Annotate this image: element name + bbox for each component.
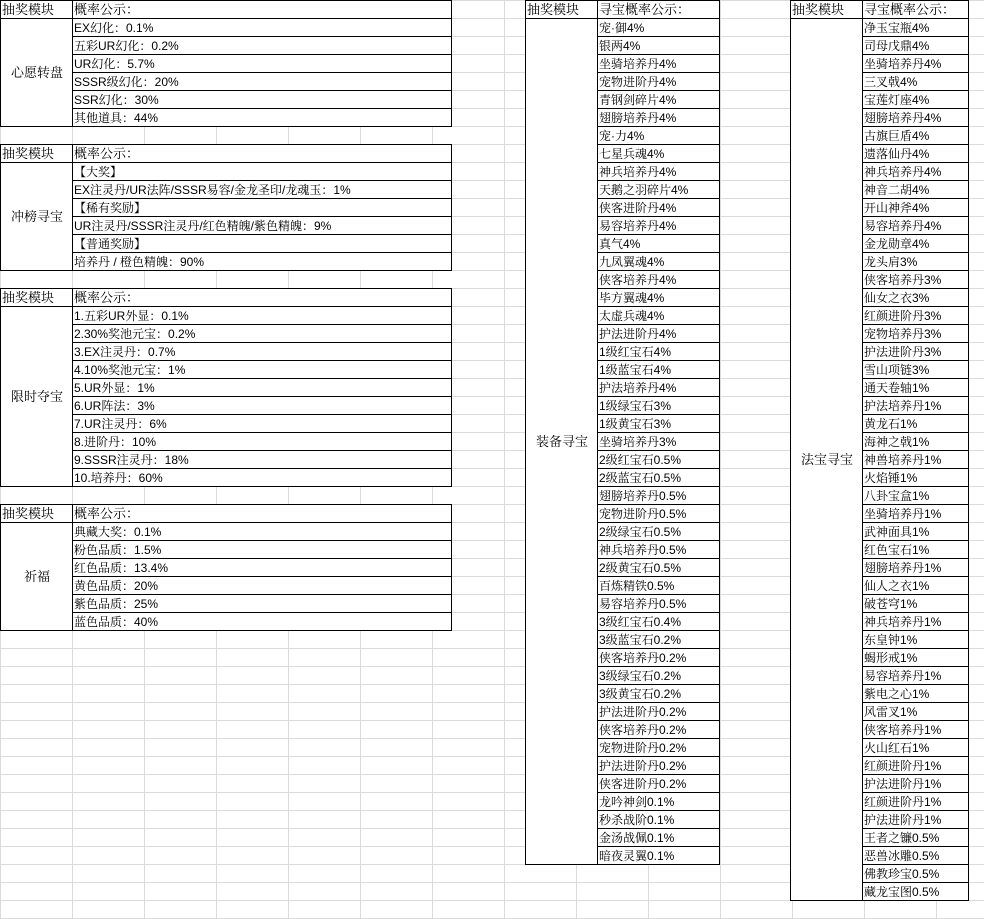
probability-cell: 4.10%奖池元宝：1% [73, 361, 452, 379]
probability-cell: 蓝色品质：40% [73, 613, 452, 631]
probability-header-cell: 寻宝概率公示： [598, 1, 720, 19]
probability-cell: SSR幻化：30% [73, 91, 452, 109]
probability-cell: UR注灵丹/SSSR注灵丹/红色精魄/紫色精魄：9% [73, 217, 452, 235]
probability-cell: 神音二胡4% [863, 181, 969, 199]
table-body [791, 1, 969, 901]
probability-cell: 九凤翼魂4% [598, 253, 720, 271]
probability-cell: 破苍穹1% [863, 595, 969, 613]
probability-cell: 五彩UR幻化：0.2% [73, 37, 452, 55]
probability-cell: 2.30%奖池元宝：0.2% [73, 325, 452, 343]
probability-cell: 5.UR外显：1% [73, 379, 452, 397]
probability-cell: EX幻化：0.1% [73, 19, 452, 37]
module-header-cell: 抽奖模块 [1, 289, 73, 307]
probability-cell: 神兵培养丹0.5% [598, 541, 720, 559]
probability-cell: 通天卷轴1% [863, 379, 969, 397]
limited-treasure-table [0, 288, 452, 487]
probability-cell: 紫电之心1% [863, 685, 969, 703]
probability-cell: 10.培养丹：60% [73, 469, 452, 487]
probability-cell: 易容培养丹1% [863, 667, 969, 685]
probability-cell: 红颜进阶丹1% [863, 757, 969, 775]
table-body [1, 505, 452, 631]
module-name-cell: 限时夺宝 [1, 307, 73, 487]
module-header-cell: 抽奖模块 [1, 505, 73, 523]
probability-cell: 侠客培养丹4% [598, 271, 720, 289]
probability-cell: 紫色品质：25% [73, 595, 452, 613]
probability-cell: 护法进阶丹4% [598, 325, 720, 343]
header-row [791, 1, 969, 19]
probability-cell: 神兽培养丹1% [863, 451, 969, 469]
probability-cell: 侠客进阶丹0.2% [598, 775, 720, 793]
probability-cell: 遗落仙丹4% [863, 145, 969, 163]
probability-cell: 红颜进阶丹3% [863, 307, 969, 325]
probability-cell: 神兵培养丹1% [863, 613, 969, 631]
probability-cell: 翅膀培养丹4% [863, 109, 969, 127]
probability-cell: 八卦宝盒1% [863, 487, 969, 505]
probability-cell: 红色宝石1% [863, 541, 969, 559]
probability-cell: 百炼精铁0.5% [598, 577, 720, 595]
probability-cell: 宝莲灯座4% [863, 91, 969, 109]
probability-cell: 红色品质：13.4% [73, 559, 452, 577]
fabao-treasure-table [790, 0, 969, 901]
probability-cell: 宠物进阶丹0.2% [598, 739, 720, 757]
probability-cell: 粉色品质：1.5% [73, 541, 452, 559]
probability-cell: 真气4% [598, 235, 720, 253]
probability-cell: 东皇钟1% [863, 631, 969, 649]
table-row [791, 19, 969, 37]
probability-cell: 3级蓝宝石0.2% [598, 631, 720, 649]
table-body [1, 1, 452, 127]
probability-cell: 8.进阶丹：10% [73, 433, 452, 451]
probability-cell: 易容培养丹0.5% [598, 595, 720, 613]
probability-cell: 佛教珍宝0.5% [863, 865, 969, 883]
ranking-treasure-table [0, 144, 452, 271]
probability-cell: 侠客培养丹0.2% [598, 649, 720, 667]
probability-cell: 司母戊鼎4% [863, 37, 969, 55]
probability-cell: 侠客培养丹1% [863, 721, 969, 739]
module-name-cell: 心愿转盘 [1, 19, 73, 127]
module-header-cell: 抽奖模块 [1, 145, 73, 163]
probability-cell: 宠物培养丹3% [863, 325, 969, 343]
probability-cell: 恶兽冰雕0.5% [863, 847, 969, 865]
probability-cell: 金龙勋章4% [863, 235, 969, 253]
table-row [526, 19, 720, 37]
header-row [1, 289, 452, 307]
table-body [1, 289, 452, 487]
probability-header-cell: 概率公示： [73, 1, 452, 19]
probability-cell: 2级黄宝石0.5% [598, 559, 720, 577]
probability-cell: 3级黄宝石0.2% [598, 685, 720, 703]
probability-cell: 易容培养丹4% [598, 217, 720, 235]
probability-cell: 藏龙宝图0.5% [863, 883, 969, 901]
table-body [526, 1, 720, 865]
probability-cell: SSSR级幻化：20% [73, 73, 452, 91]
probability-cell: 天鹅之羽碎片4% [598, 181, 720, 199]
probability-cell: 1级绿宝石3% [598, 397, 720, 415]
probability-cell: 2级红宝石0.5% [598, 451, 720, 469]
probability-cell: 7.UR注灵丹：6% [73, 415, 452, 433]
module-name-cell: 装备寻宝 [526, 19, 598, 865]
table-body [1, 145, 452, 271]
probability-cell: 秒杀战阶0.1% [598, 811, 720, 829]
probability-cell: 仙女之衣3% [863, 289, 969, 307]
module-name-cell: 法宝寻宝 [791, 19, 863, 901]
probability-cell: 七星兵魂4% [598, 145, 720, 163]
probability-cell: 神兵培养丹4% [863, 163, 969, 181]
module-header-cell: 抽奖模块 [791, 1, 863, 19]
probability-cell: 1级蓝宝石4% [598, 361, 720, 379]
probability-cell: 培养丹 / 橙色精魄：90% [73, 253, 452, 271]
probability-cell: 风雷叉1% [863, 703, 969, 721]
module-header-cell: 抽奖模块 [1, 1, 73, 19]
probability-cell: 侠客培养丹3% [863, 271, 969, 289]
probability-cell: 【稀有奖励】 [73, 199, 452, 217]
probability-cell: 宠物进阶丹4% [598, 73, 720, 91]
probability-cell: 王者之镰0.5% [863, 829, 969, 847]
probability-cell: 2级蓝宝石0.5% [598, 469, 720, 487]
probability-cell: UR幻化：5.7% [73, 55, 452, 73]
probability-cell: 3.EX注灵丹：0.7% [73, 343, 452, 361]
probability-cell: 护法培养丹4% [598, 379, 720, 397]
table-row [1, 523, 452, 541]
probability-cell: 蝎形戒1% [863, 649, 969, 667]
probability-header-cell: 寻宝概率公示： [863, 1, 969, 19]
wish-wheel-table [0, 0, 452, 127]
probability-cell: 宠物进阶丹0.5% [598, 505, 720, 523]
probability-cell: 翅膀培养丹0.5% [598, 487, 720, 505]
module-header-cell: 抽奖模块 [526, 1, 598, 19]
probability-cell: 典藏大奖：0.1% [73, 523, 452, 541]
probability-cell: 3级绿宝石0.2% [598, 667, 720, 685]
probability-cell: 护法进阶丹0.2% [598, 757, 720, 775]
probability-cell: 太虚兵魂4% [598, 307, 720, 325]
probability-cell: 护法进阶丹1% [863, 775, 969, 793]
blessing-table [0, 504, 452, 631]
probability-cell: EX注灵丹/UR法阵/SSSR易容/金龙圣印/龙魂玉：1% [73, 181, 452, 199]
header-row [1, 145, 452, 163]
table-row [1, 19, 452, 37]
probability-cell: 【大奖】 [73, 163, 452, 181]
probability-header-cell: 概率公示： [73, 289, 452, 307]
probability-cell: 龙吟神剑0.1% [598, 793, 720, 811]
probability-cell: 银两4% [598, 37, 720, 55]
probability-cell: 开山神斧4% [863, 199, 969, 217]
probability-cell: 黄龙石1% [863, 415, 969, 433]
probability-cell: 宠·力4% [598, 127, 720, 145]
module-name-cell: 祈福 [1, 523, 73, 631]
probability-cell: 金汤战佩0.1% [598, 829, 720, 847]
probability-cell: 护法进阶丹3% [863, 343, 969, 361]
probability-cell: 翅膀培养丹4% [598, 109, 720, 127]
equip-treasure-table [525, 0, 720, 865]
probability-header-cell: 概率公示： [73, 505, 452, 523]
probability-cell: 坐骑培养丹4% [863, 55, 969, 73]
probability-cell: 黄色品质：20% [73, 577, 452, 595]
probability-cell: 护法进阶丹0.2% [598, 703, 720, 721]
probability-cell: 侠客进阶丹4% [598, 199, 720, 217]
probability-cell: 护法培养丹1% [863, 397, 969, 415]
probability-cell: 6.UR阵法：3% [73, 397, 452, 415]
probability-cell: 护法进阶丹1% [863, 811, 969, 829]
probability-cell: 青钢剑碎片4% [598, 91, 720, 109]
probability-cell: 净玉宝瓶4% [863, 19, 969, 37]
probability-cell: 仙人之衣1% [863, 577, 969, 595]
probability-cell: 火焰锤1% [863, 469, 969, 487]
probability-cell: 9.SSSR注灵丹：18% [73, 451, 452, 469]
module-name-cell: 冲榜寻宝 [1, 163, 73, 271]
probability-cell: 坐骑培养丹3% [598, 433, 720, 451]
probability-cell: 宠·御4% [598, 19, 720, 37]
probability-cell: 1级黄宝石3% [598, 415, 720, 433]
probability-cell: 坐骑培养丹1% [863, 505, 969, 523]
probability-cell: 1级红宝石4% [598, 343, 720, 361]
header-row [1, 1, 452, 19]
probability-cell: 毕方翼魂4% [598, 289, 720, 307]
probability-cell: 翅膀培养丹1% [863, 559, 969, 577]
probability-cell: 三叉戟4% [863, 73, 969, 91]
probability-cell: 龙头肩3% [863, 253, 969, 271]
probability-cell: 雪山项链3% [863, 361, 969, 379]
table-row [1, 163, 452, 181]
probability-cell: 1.五彩UR外显：0.1% [73, 307, 452, 325]
probability-cell: 海神之戟1% [863, 433, 969, 451]
probability-cell: 古旗巨盾4% [863, 127, 969, 145]
probability-cell: 红颜进阶丹1% [863, 793, 969, 811]
table-row [1, 307, 452, 325]
probability-cell: 神兵培养丹4% [598, 163, 720, 181]
probability-cell: 易容培养丹4% [863, 217, 969, 235]
probability-cell: 暗夜灵翼0.1% [598, 847, 720, 865]
header-row [1, 505, 452, 523]
probability-cell: 2级绿宝石0.5% [598, 523, 720, 541]
probability-cell: 【普通奖励】 [73, 235, 452, 253]
probability-cell: 其他道具：44% [73, 109, 452, 127]
probability-cell: 火山红石1% [863, 739, 969, 757]
header-row [526, 1, 720, 19]
probability-cell: 3级红宝石0.4% [598, 613, 720, 631]
probability-cell: 武神面具1% [863, 523, 969, 541]
probability-cell: 侠客培养丹0.2% [598, 721, 720, 739]
probability-cell: 坐骑培养丹4% [598, 55, 720, 73]
probability-header-cell: 概率公示： [73, 145, 452, 163]
